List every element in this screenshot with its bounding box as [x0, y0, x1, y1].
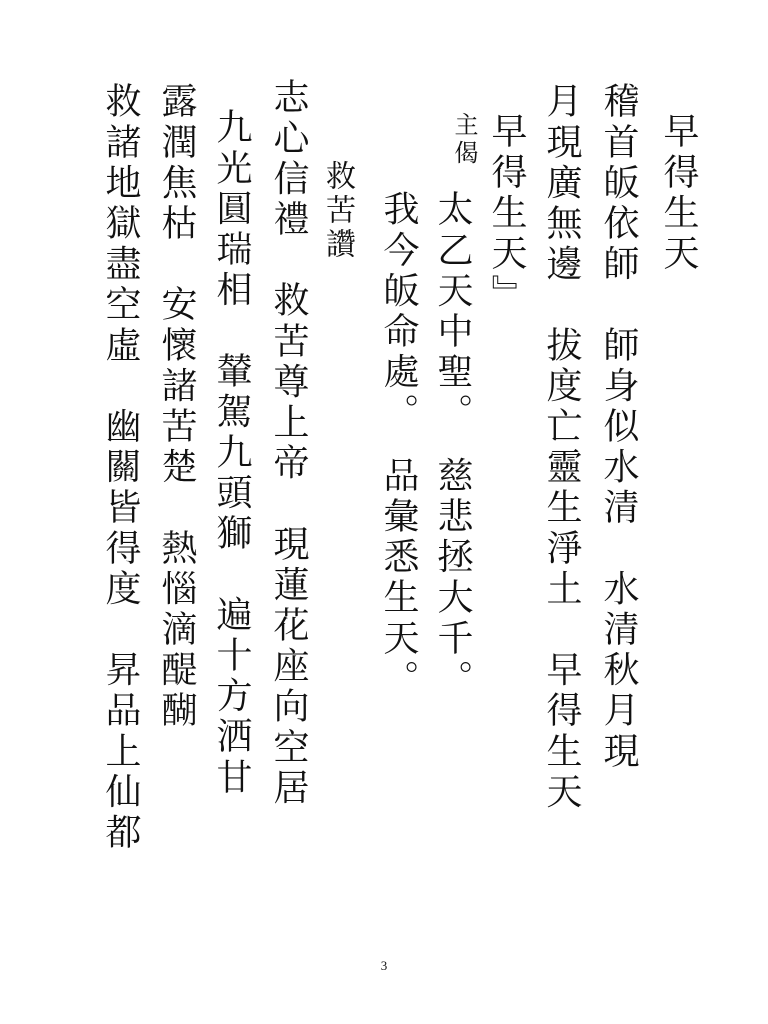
page-number: 3	[380, 958, 388, 973]
text-column-4: 早得生天』	[486, 112, 527, 315]
text-column-2: 稽首皈依師 師身似水清 水清秋月現	[598, 82, 639, 773]
text-column-10: 救諸地獄盡空虛 幽關皆得度 昇品上仙都	[100, 82, 141, 854]
text-column-1: 早得生天	[658, 112, 699, 275]
text-column-9: 露潤焦枯 安懷諸苦楚 熱惱滴醍醐	[156, 82, 197, 732]
text-column-8: 九光圓瑞相 輦駕九頭獅 遍十方洒甘	[211, 108, 252, 799]
text-column-5: 太乙天中聖。 慈悲拯大千。	[432, 190, 473, 700]
text-column-3: 月現廣無邊 拔度亡靈生淨土 早得生天	[541, 82, 582, 813]
verse-heading: 主偈	[450, 112, 478, 168]
text-column-7: 志心信禮 救苦尊上帝 現蓮花座向空居	[268, 78, 309, 809]
text-column-6: 我今皈命處。 品彙悉生天。	[378, 190, 419, 700]
section-title: 救苦讚	[320, 160, 355, 262]
